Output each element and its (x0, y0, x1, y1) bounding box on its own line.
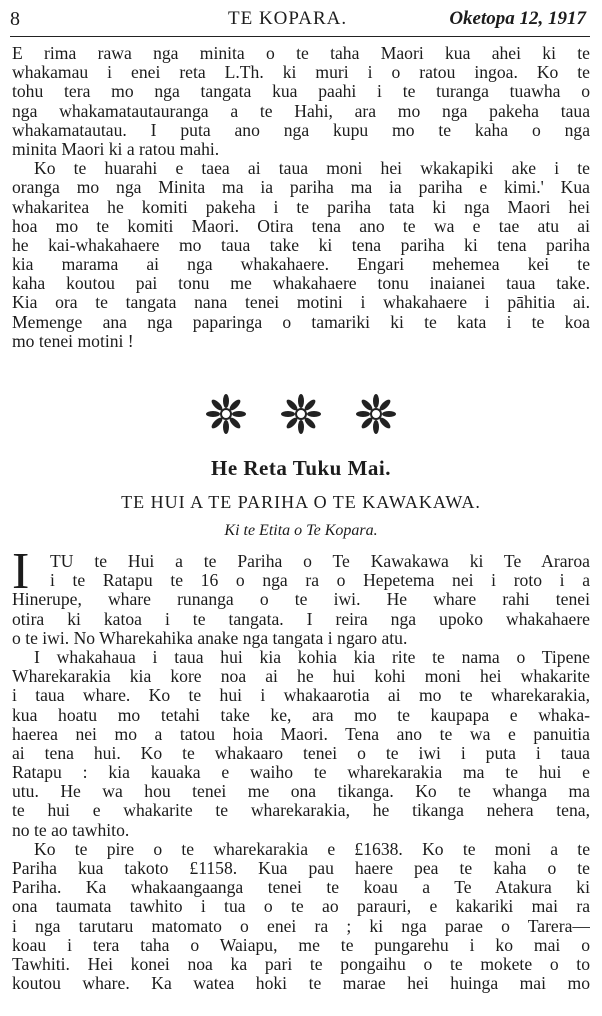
flower-ornament-icon (356, 394, 396, 434)
flower-ornament-icon (206, 394, 246, 434)
publication-title: TE KOPARA. (228, 8, 348, 29)
flower-ornament-icon (281, 394, 321, 434)
drop-cap: I (12, 543, 30, 600)
text-line: oranga mo nga Minita ma ia pariha ma ia pariha e kimi.' Kua (12, 178, 590, 198)
text-line: Kia ora te tangata nana tenei motini i whakahaere i pāhitia ai. (12, 293, 590, 313)
letter-heading: He Reta Tuku Mai. (210, 456, 392, 480)
text-line: i taua whare. Ko te hui i whakaarotia ai mo te wharekarakia, (12, 686, 590, 706)
text-line: kua hoatu mo tetahi take ke, ara mo te kaupapa e whaka- (12, 705, 590, 725)
text-line: no te ao tawhito. (12, 820, 130, 840)
text-line: o te iwi. No Wharekahika anake nga tangata i ngaro atu. (12, 628, 408, 648)
page-number: 8 (10, 8, 20, 30)
text-line: whakamau i enei reta L.Th. ki muri i o ratou ingoa. Ko te (12, 63, 590, 83)
letter-addressee: Ki te Etita o Te Kopara. (224, 522, 378, 539)
text-line: mo tenei motini ! (12, 331, 134, 351)
issue-date: Oketopa 12, 1917 (449, 8, 586, 29)
text-line: utu. He wa hou tenei me ona tikanga. Ko te whanga ma (12, 782, 590, 802)
text-line: Memenge ana nga paparinga o tamariki ki te kata i te koa (12, 312, 590, 332)
text-line: te hui e whakarite te wharekarakia, he tikanga nehera tena, (12, 801, 590, 821)
text-line: whakaritea he komiti pakeha i te pariha tata ki nga Maori hei (12, 197, 590, 217)
header-divider (10, 36, 590, 37)
text-line: ona taumata tawhito i tua o te ao parauri, e kakariki mai ra (12, 897, 590, 917)
text-line: Ratapu : kia kauaka e waiho te wharekarakia ma te hui e (12, 763, 590, 783)
text-line: i te Ratapu te 16 o nga ra o Hepetema nei i roto i a (50, 571, 590, 591)
text-line: Ko te huarahi e taea ai taua moni hei wkakapiki ake i te (34, 159, 590, 179)
text-line: koau i tera taha o Waiapu, me te pungarehu i ko mai o (12, 935, 590, 955)
text-line: Pariha kua takoto £1158. Kua pau haere pea te kaha o te (12, 859, 590, 878)
text-line: haerea nei mo a tatou hoia Maori. Tena ano te wa e panuitia (12, 724, 590, 744)
text-line: minita Maori ki a ratou mahi. (12, 139, 220, 159)
text-line: TU te Hui a te Pariha o Te Kawakawa ki Te Araroa (50, 552, 590, 571)
text-line: he kai-whakahaere mo taua take ki tena pariha ki tena pariha (12, 235, 590, 255)
text-line: tohu tera mo nga tangata kua paahi i te turanga tuawha o (12, 82, 590, 102)
page-header (10, 4, 592, 34)
text-line: Hinerupe, whare runanga o te iwi. He whare rahi tenei (12, 590, 590, 610)
text-line: Ko te pire o te wharekarakia e £1638. Ko te moni a te (34, 839, 590, 859)
text-line: hoa mo te komiti Maori. Otira tena ano te wa e tae atu ai (12, 216, 590, 236)
text-line: ai tena hui. Ko te whakaaro tenei o te iwi i puta i taua (12, 743, 590, 763)
text-line: whakamatautau. I puta ano nga kupu mo te kaha o nga (12, 120, 590, 140)
letter-body-text (12, 552, 590, 993)
text-line: Pariha. Ka whakaangaanga tenei te koau a Te Atakura ki (12, 878, 590, 898)
text-line: Tawhiti. Hei konei noa ka pari te pongaihu o te mokete o to (12, 954, 590, 974)
text-line: nga whakamatautauranga a te Hahi, ara mo nga pakeha taua (12, 101, 590, 121)
text-line: otira ki katoa i te tangata. I reira nga upoko whakahaere (12, 609, 590, 629)
text-line: E rima rawa nga minita o te taha Maori kua ahei ki te (12, 44, 590, 63)
letter-subheading: TE HUI A TE PARIHA O TE KAWAKAWA. (121, 492, 481, 512)
text-line: Wharekarakia kia kore noa ai he hui kohi moni hei whakarite (12, 667, 590, 687)
text-line: koutou whare. Ka watea hoki te marae hei huinga mai mo (12, 974, 590, 994)
text-line: kia marama ai nga whakahaere. Engari mehemea kei te (12, 255, 590, 275)
ornament-row (0, 394, 602, 434)
text-line: kaha koutou pai tonu me whakahaere tonu inaianei taua take. (12, 274, 590, 294)
text-line: I whakahaua i taua hui kia kohia kia rite te nama o Tipene (34, 647, 590, 667)
top-section-text (12, 44, 590, 351)
text-line: i nga tarutaru matomato o enei ra ; ki nga parae o Tarera— (12, 916, 590, 936)
